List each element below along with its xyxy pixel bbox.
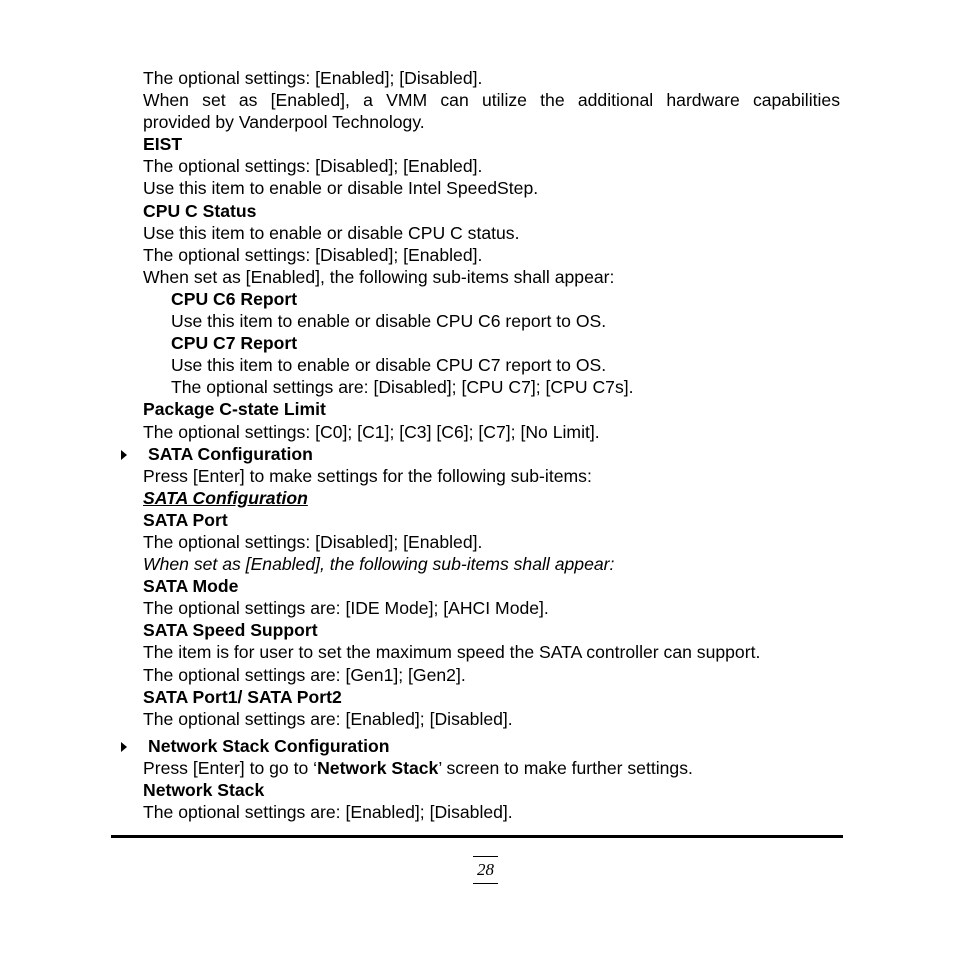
sata-mode-heading: SATA Mode	[143, 576, 239, 597]
cpu-c7-report-options-text: The optional settings are: [Disabled]; [CPU C7]; [CPU C7s].	[171, 377, 634, 398]
cpu-c6-report-heading: CPU C6 Report	[171, 288, 298, 309]
cpu-c6-report-description: Use this item to enable or disable CPU C6 report to OS.	[171, 311, 607, 332]
eist-heading: EIST	[143, 134, 183, 155]
footer-rule	[111, 835, 843, 838]
eist-options-text: The optional settings: [Disabled]; [Enabled].	[143, 156, 483, 177]
package-c-state-limit-options-text: The optional settings: [C0]; [C1]; [C3] [C6]; [C7]; [No Limit].	[143, 421, 600, 442]
network-stack-options-text: The optional settings are: [Enabled]; [Disabled].	[143, 802, 513, 823]
sata-speed-support-heading: SATA Speed Support	[143, 620, 318, 641]
cpu-c7-report-heading: CPU C7 Report	[171, 333, 298, 354]
cpu-c-status-heading: CPU C Status	[143, 200, 257, 221]
cpu-c-status-description: Use this item to enable or disable CPU C status.	[143, 222, 520, 243]
network-stack-configuration-section-title: Network Stack Configuration	[148, 735, 390, 756]
manual-body	[143, 67, 840, 823]
page-number: 28	[473, 856, 498, 884]
sata-speed-support-options-text: The optional settings are: [Gen1]; [Gen2].	[143, 664, 466, 685]
sata-configuration-section-heading	[143, 443, 840, 465]
network-stack-configuration-description	[143, 757, 840, 779]
sata-port-subitems-note: When set as [Enabled], the following sub-items shall appear:	[143, 554, 615, 575]
sata-configuration-description: Press [Enter] to make settings for the following sub-items:	[143, 465, 592, 486]
right-triangle-bullet-icon	[121, 742, 127, 752]
vt-options-text: The optional settings: [Enabled]; [Disabled].	[143, 68, 483, 88]
sata-port1-port2-options-text: The optional settings are: [Enabled]; [Disabled].	[143, 708, 513, 729]
network-stack-configuration-section-heading	[143, 735, 840, 757]
package-c-state-limit-heading: Package C-state Limit	[143, 399, 326, 420]
sata-port1-port2-heading: SATA Port1/ SATA Port2	[143, 686, 342, 707]
cpu-c-status-options-text: The optional settings: [Disabled]; [Enabled].	[143, 244, 483, 265]
right-triangle-bullet-icon	[121, 450, 127, 460]
sata-port-heading: SATA Port	[143, 509, 228, 530]
vt-description-line-1: When set as [Enabled], a VMM can utilize the additional hardware capabilities	[143, 90, 840, 111]
sata-port-options-text: The optional settings: [Disabled]; [Enabled].	[143, 531, 483, 552]
network-stack-description-prefix: Press [Enter] to go to ‘	[143, 757, 318, 778]
sata-speed-support-description: The item is for user to set the maximum speed the SATA controller can support.	[143, 642, 761, 663]
sata-mode-options-text: The optional settings are: [IDE Mode]; [AHCI Mode].	[143, 598, 549, 619]
vt-description-line-2: provided by Vanderpool Technology.	[143, 112, 425, 133]
network-stack-description-bold: Network Stack	[317, 757, 439, 778]
network-stack-description-suffix: ’ screen to make further settings.	[438, 757, 693, 778]
network-stack-heading: Network Stack	[143, 780, 265, 800]
sata-configuration-subheading: SATA Configuration	[143, 487, 308, 508]
eist-description: Use this item to enable or disable Intel SpeedStep.	[143, 178, 539, 199]
sata-configuration-section-title: SATA Configuration	[148, 443, 313, 464]
cpu-c7-report-description: Use this item to enable or disable CPU C7 report to OS.	[171, 355, 607, 376]
cpu-c-status-subitems-note: When set as [Enabled], the following sub-items shall appear:	[143, 266, 615, 287]
